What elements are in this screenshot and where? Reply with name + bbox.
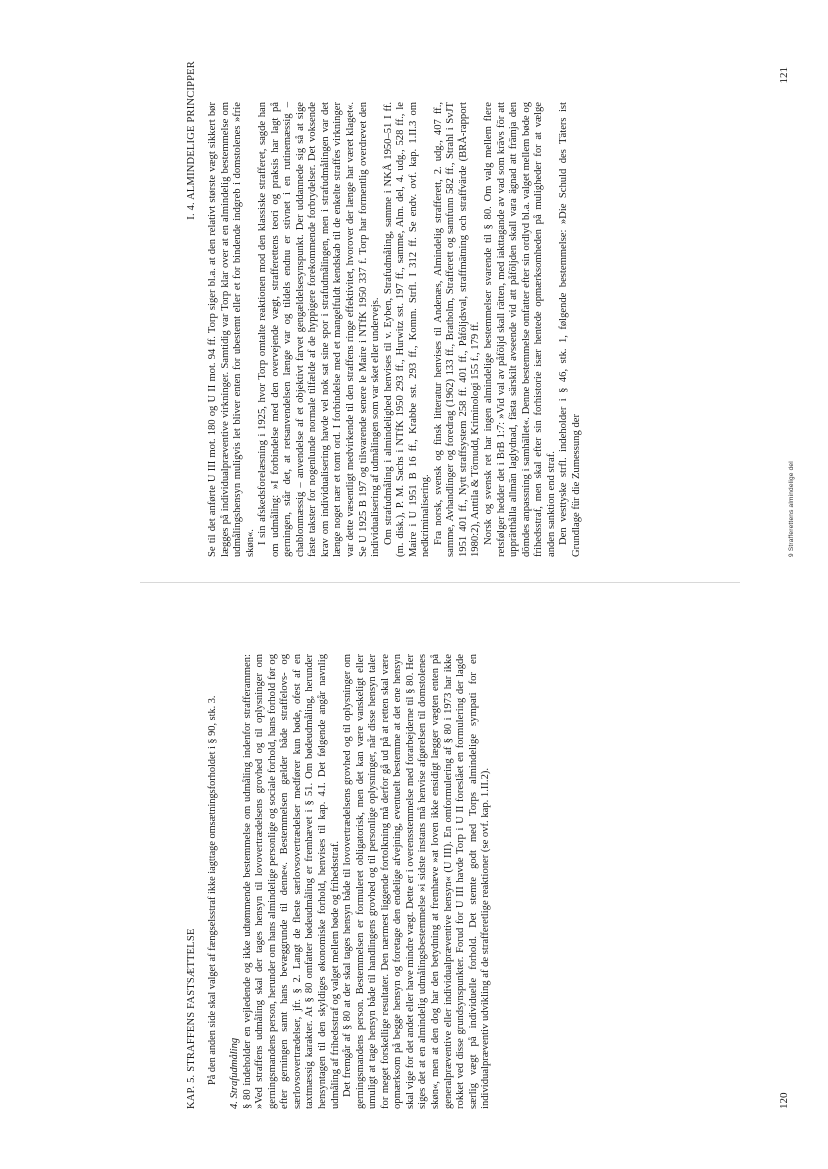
right-paragraph-6: Den vesttyske strfl. indeholder i § 46, stk. 1, følgende bestemmelse: »Die Schuld des Täters ist Grundlage für die Zumessung der [558,102,582,557]
footer-note: 9 Strafferettens almindelige del [788,461,795,557]
left-text-block [207,654,493,1109]
right-paragraph-4: Fra norsk, svensk og finsk litteratur henvises til Andenæs, Almindelig strafferett, 2. udg., 407 ff., samme, Avhandlinger og foredrag (1962) 133 ff., Bratholm, Strafferett og samfunn 582 ff., Strahl i SvJT 1951 401 ff., Nytt straffsystem 258 ff. 401 ff., Påföljdsval, straffmätning och straffvärde (BRÅ-rapport 1980:2), Anttila & Törnudd, Kriminologi 155 f., 179 ff. [432,102,482,557]
right-text-block [207,102,583,557]
left-paragraph-1: § 80 indeholder en vejledende og ikke udtømmende bestemmelse om udmåling indenfor strafferammen: »Ved straffens udmåling skal der tages hensyn til lovovertrædelsens grovhed og til oplysninger om gerningsmandens person, herunder om hans almindelige personlige og sociale forhold, hans forhold før og efter gerningen samt hans bevæggrunde til denne«. Bestemmelsen gælder både straffelovs- og særlovsovertrædelser, jfr. § 2. Langt de fleste særlovsovertrædelser medfører kun bøde, ofest af en taxtmæssig karakter. At § 80 omfatter bødeudmåling er fremhævet i § 51. Om bødeudmåling, herunder hensyntagen til den skyldiges økonomiske forhold, henvises til kap. 4.I. Det følgende angår navnlig udmåling af frihedsstraf og valget mellem bøde og frihedsstraf. [241,654,341,1109]
running-head-right: I. 4. ALMINDELIGE PRINCIPPER [186,61,197,220]
running-head-left: KAP. 5. STRAFFENS FASTSÆTTELSE [186,928,197,1109]
page-number-right: 121 [778,67,790,84]
left-page [0,609,828,1149]
right-paragraph-3: Om strafudmåling i almindelighed henvises til v. Eyben, Strafudmåling, samme i NKÅ 1950–51 I ff. (m. disk.), P. M. Sachs i NTfK 1950 293 ff., Hurwitz sst. 197 ff., samme, Alm. del, 4. udg., 528 ff., le Maire i U 1951 B 16 ff., Krabbe sst. 293 ff., Komm. Strfl. I 312 ff. Se endv. ovf. kap. 1.II.3 om nedkriminalisering. [382,102,432,557]
right-paragraph-2: I sin afskedsforelæsning i 1925, hvor Torp omtalte reaktionen mod den klassiske strafferet, sagde han om udmåling: »I forbindelse med den overvejende vægt, strafferettens teori og praksis har lagt på gerningen, står det, at retsanvendelsen længe var og tildels endnu er stivnet i en rutinemæssig – chablonmæssig – anvendelse af et objektivt farvet gengældelsesynspunkt. Der uddannede sig så at sige faste takster for nogenlunde normale tilfælde af de hyppigere forekommende forbrydelser. Det voksende krav om individualisering havde vel nok sat sine spor i strafudmålingen, men i strafudmålingen var det længe noget nær et tomt ord. I forbindelse med et mangelfuldt kendskab til de enkelte straffes virkninger var dette væsentligt medvirkende til den straffens ringe effektivitet, hvorover der længe har været klaget«. Se U 1925 B 197 og tilsvarende senere le Maire i NTfK 1950 337 f. Torp har formentlig overdrevet den individualisering af udmålingen som var sket eller undervejs. [257,102,382,557]
intro-paragraph: På den anden side skal valget af fængselsstraf ikke iagttage omsætningsforholdet i § 90, stk. 3. [207,695,218,1085]
right-page [0,17,828,557]
page-number-left: 120 [778,1092,790,1109]
section-heading: 4. Strafudmåling [229,1037,241,1109]
page-gutter [140,582,740,583]
right-paragraph-1: Se til det anførte U III mot. 180 og U II mot. 94 ff. Torp siger bl.a. at den relativt største vægt sikkert bør lægges på individualpræventive virkninger. Samtidig var Torp klar over at en almindelig bestemmelse om udmålingshensyn muligvis let bliver enten for ubestemt eller et for bindende indgreb i domstolenes »frie skøn«. [207,102,256,557]
left-paragraph-2: Det fremgår af § 80 at der skal tages hensyn både til lovovertrædelsens grovhed og til oplysninger om gerningsmandens person. Bestemmelsen er formuleret obligatorisk, men det kan være vanskeligt eller umuligt at tage hensyn både til handlingens grovhed og til personlige oplysninger, når disse hensyn taler for meget forskellige resultater. Den nærmest liggende fortolkning må derfor gå ud på at retten skal være opmærksom på begge hensyn og foretage den endelige afvejning, eventuelt bestemme at det ene hensyn skal vige for det andet eller have mindre vægt. Dette er i overensstemmelse med forarbejderne til § 80. Her siges det at en almindelig udmålingsbestemmelse »i sidste instans må henvise afgørelsen til domstolenes skøn«, men at den dog har den betydning at fremhæve »at loven ikke ensidigt lægger vægten enten på generalpræventive eller individualpræventive hensyn« (U III). En omformulering af § 80 i 1973 har ikke rokket ved disse grundsynspunkter. Forud for U III havde Torp i U II foreslået en formulering der lagde særlig vægt på individuelle forhold. Det stemte godt med Torps almindelige sympati for en individualpræventiv udvikling af de strafferetlige reaktioner (se ovf. kap. 1.II.2). [342,654,492,1109]
right-paragraph-5: Norsk og svensk ret har ingen almindelige bestemmelser svarende til § 80. Om valg mellem flere retsfølger hedder det i BrB 1:7: »Vid val av påföljd skall rätten, med iakttagande av vad som krävs för att upprätthålla allmän laglydnad, fästa särskilt avseende vid att påföljden skall vara ägnad att främja den dömdes anpassning i samhället«. Denne bestemmelse omfatter efter sin ordlyd bl.a. valget mellem bøde og frihedsstraf, men skal efter sin forhistorie især hentede opmærksomheden på muligheder for at vælge anden sanktion end straf. [483,102,557,557]
